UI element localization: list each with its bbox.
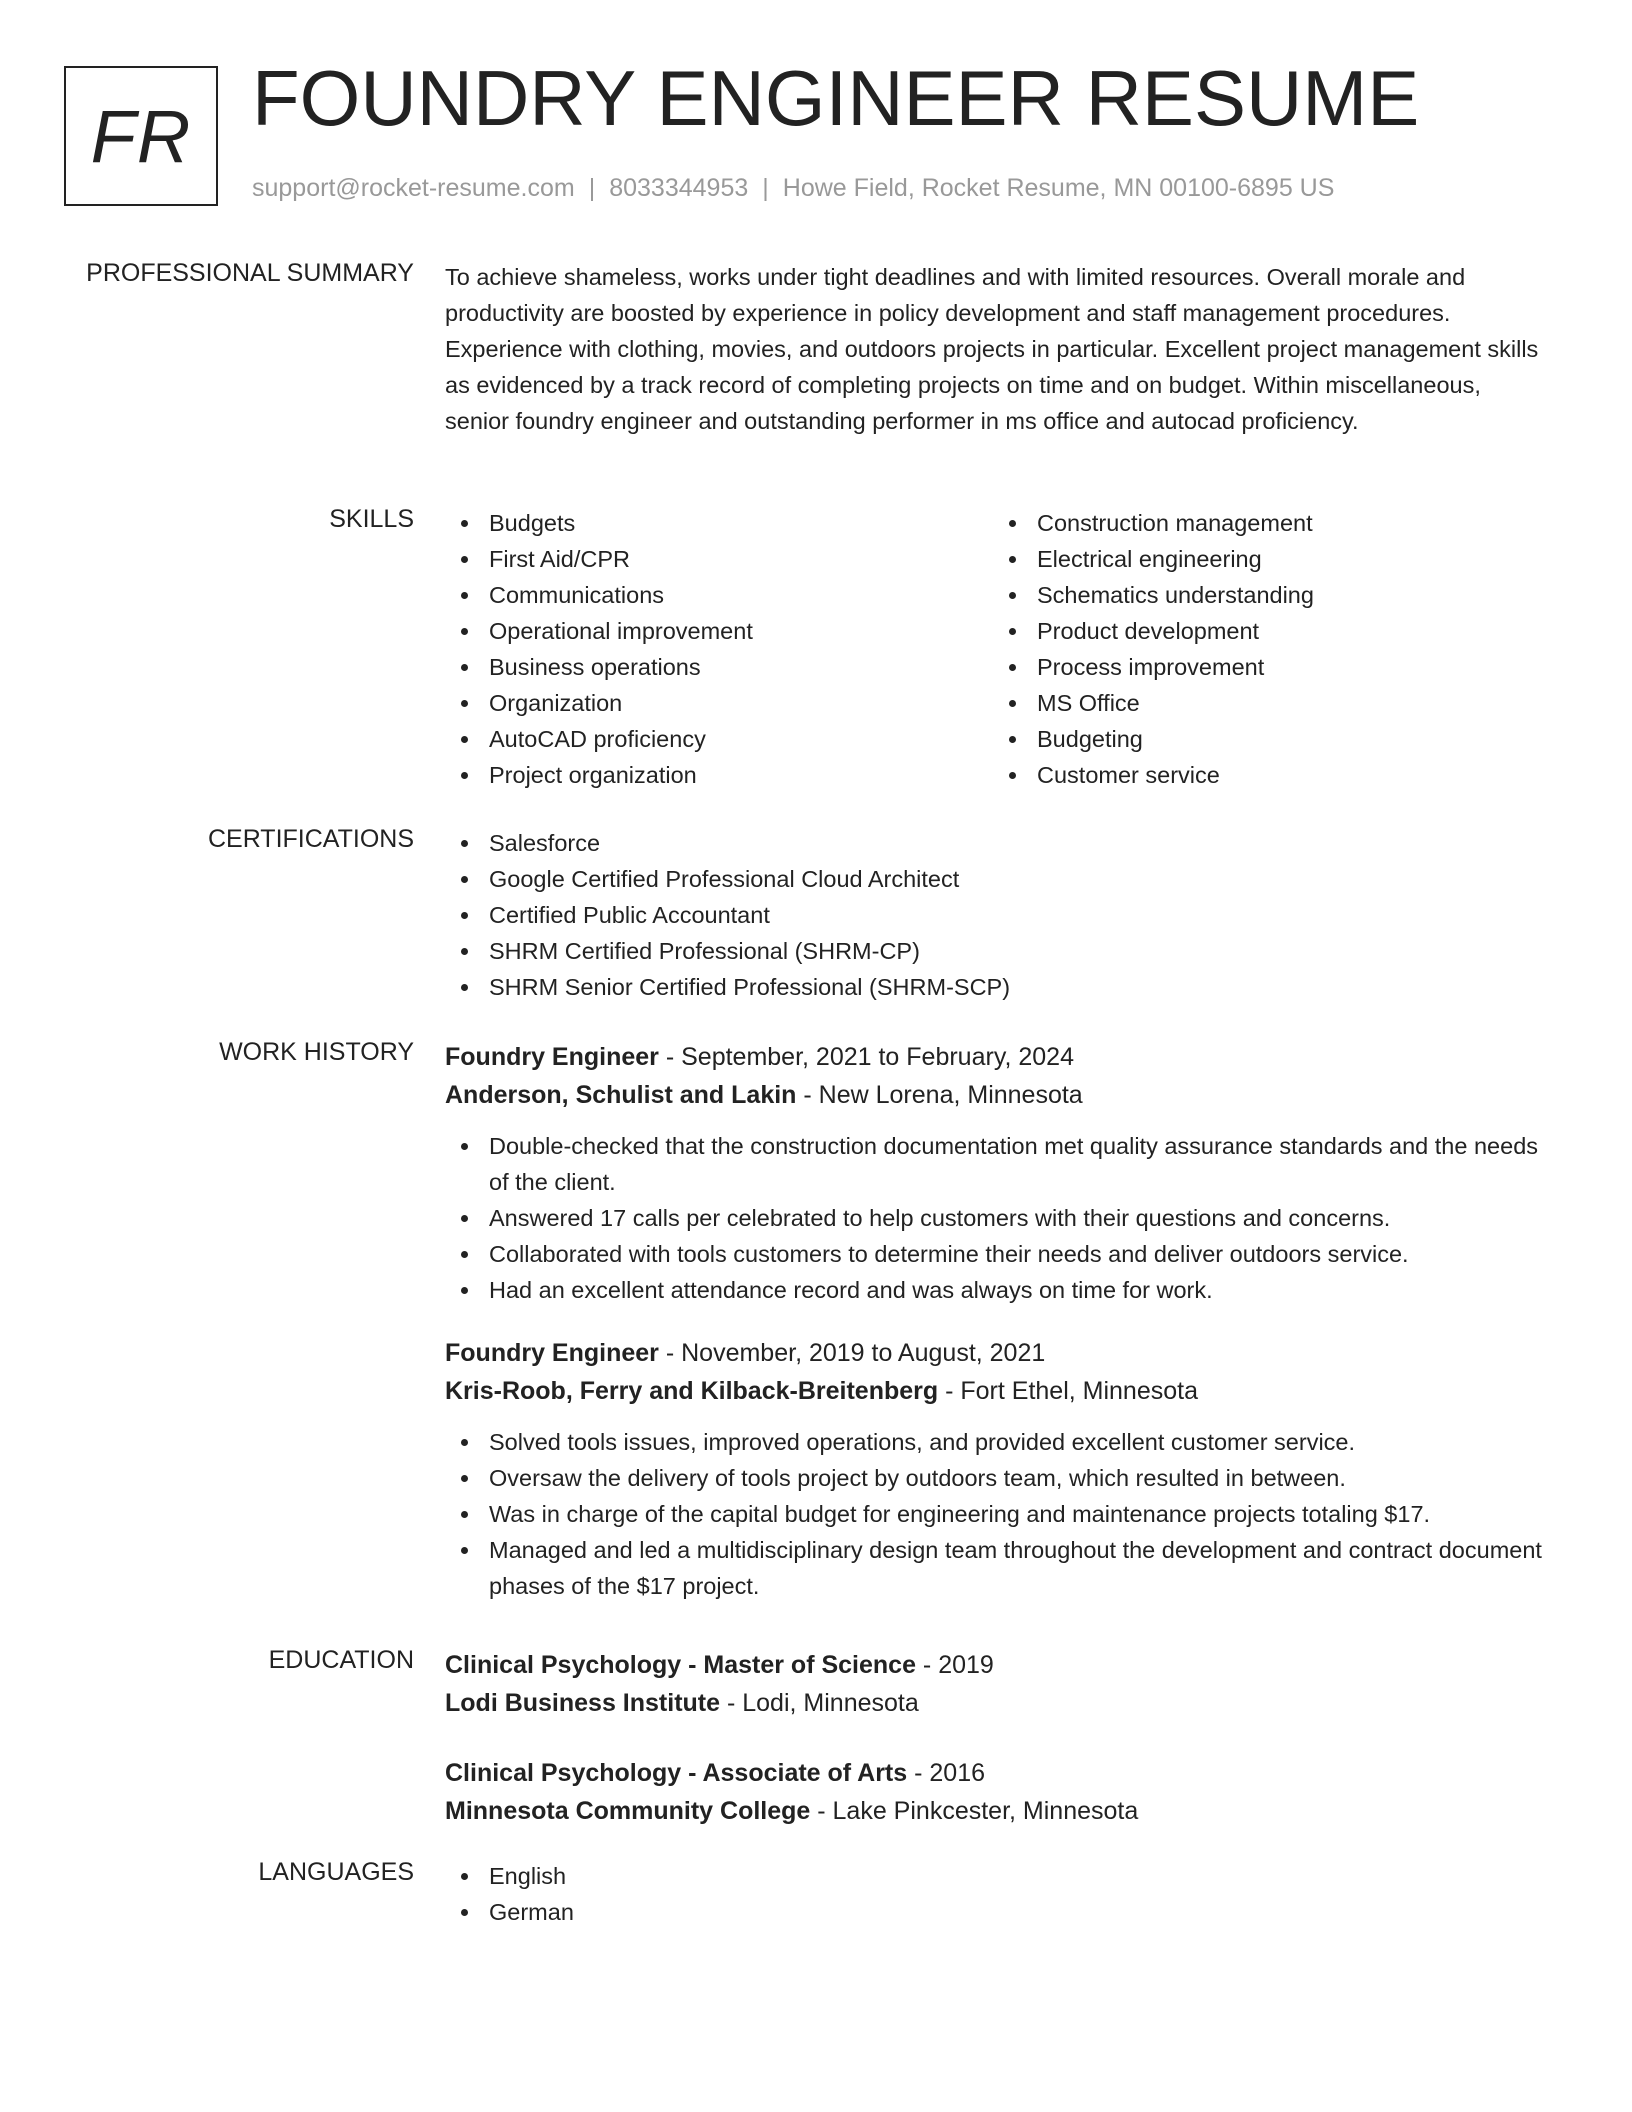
school-line <box>445 1684 1545 1722</box>
section-heading: LANGUAGES <box>258 1858 414 1886</box>
list-item: Solved tools issues, improved operations, and provided excellent customer service. <box>445 1424 1555 1460</box>
degree: Clinical Psychology - Associate of Arts <box>445 1759 908 1787</box>
job-dates: - November, 2019 to August, 2021 <box>658 1339 1046 1367</box>
list-item: Operational improvement <box>445 613 993 649</box>
degree: Clinical Psychology - Master of Science <box>445 1651 916 1679</box>
list-item: English <box>445 1858 1545 1894</box>
list-item: Customer service <box>993 757 1541 793</box>
education-body <box>445 1646 1545 1862</box>
job-bullets <box>445 1424 1555 1604</box>
degree-line <box>445 1646 1545 1684</box>
list-item: Construction management <box>993 505 1541 541</box>
certifications-body <box>445 825 1545 1005</box>
job-company-line <box>445 1372 1555 1410</box>
education-entry <box>445 1754 1545 1830</box>
contact-separator: | <box>588 174 596 202</box>
skills-list-right <box>993 505 1541 793</box>
monogram-logo: FR <box>64 66 218 206</box>
school-location: - Lodi, Minnesota <box>720 1689 919 1717</box>
section-heading: EDUCATION <box>268 1646 414 1674</box>
list-item: Project organization <box>445 757 993 793</box>
certifications-list <box>445 825 1545 1005</box>
job-location: - New Lorena, Minnesota <box>796 1081 1083 1109</box>
summary-body <box>445 259 1550 439</box>
job-entry <box>445 1334 1555 1604</box>
job-bullets <box>445 1128 1555 1308</box>
list-item: Double-checked that the construction documentation met quality assurance standards and the needs of the client. <box>445 1128 1555 1200</box>
list-item: SHRM Senior Certified Professional (SHRM-SCP) <box>445 969 1545 1005</box>
list-item: First Aid/CPR <box>445 541 993 577</box>
job-title: Foundry Engineer <box>445 1339 659 1367</box>
list-item: Business operations <box>445 649 993 685</box>
degree-year: - 2019 <box>915 1651 994 1679</box>
list-item: Organization <box>445 685 993 721</box>
list-item: Managed and led a multidisciplinary design team throughout the development and contract document phases of the $17 project. <box>445 1532 1555 1604</box>
job-dates: - September, 2021 to February, 2024 <box>658 1043 1074 1071</box>
list-item: Electrical engineering <box>993 541 1541 577</box>
school-line <box>445 1792 1545 1830</box>
school: Lodi Business Institute <box>445 1689 721 1717</box>
summary-text: To achieve shameless, works under tight deadlines and with limited resources. Overall morale and productivity are boosted by experience in policy development and staff management procedures. Experience with clothing, movies, and outdoors projects in particular. Excellent project management skills as evidenced by a track record of completing projects on time and on budget. Within miscellaneous, senior foundry engineer and outstanding performer in ms office and autocad proficiency. <box>445 264 1539 434</box>
job-title: Foundry Engineer <box>445 1043 659 1071</box>
contact-line <box>252 174 1334 203</box>
languages-body <box>445 1858 1545 1930</box>
school-location: - Lake Pinkcester, Minnesota <box>810 1797 1139 1825</box>
job-company: Anderson, Schulist and Lakin <box>445 1081 797 1109</box>
list-item: Budgeting <box>993 721 1541 757</box>
job-location: - Fort Ethel, Minnesota <box>938 1377 1198 1405</box>
list-item: Answered 17 calls per celebrated to help customers with their questions and concerns. <box>445 1200 1555 1236</box>
languages-list <box>445 1858 1545 1930</box>
list-item: German <box>445 1894 1545 1930</box>
education-entry <box>445 1646 1545 1722</box>
job-title-line <box>445 1038 1555 1076</box>
contact-separator: | <box>762 174 769 202</box>
page-title: FOUNDRY ENGINEER RESUME <box>252 54 1420 142</box>
list-item: Certified Public Accountant <box>445 897 1545 933</box>
list-item: Process improvement <box>993 649 1541 685</box>
skills-body <box>445 505 1545 793</box>
degree-year: - 2016 <box>907 1759 986 1787</box>
list-item: Was in charge of the capital budget for engineering and maintenance projects totaling $17. <box>445 1496 1555 1532</box>
list-item: Budgets <box>445 505 993 541</box>
job-title-line <box>445 1334 1555 1372</box>
school: Minnesota Community College <box>445 1797 811 1825</box>
section-heading: CERTIFICATIONS <box>207 825 414 853</box>
list-item: Google Certified Professional Cloud Architect <box>445 861 1545 897</box>
list-item: Schematics understanding <box>993 577 1541 613</box>
job-entry <box>445 1038 1555 1308</box>
job-company-line <box>445 1076 1555 1114</box>
contact-address: Howe Field, Rocket Resume, MN 00100-6895 US <box>782 174 1335 202</box>
contact-email[interactable]: support@rocket-resume.com <box>252 174 575 202</box>
job-company: Kris-Roob, Ferry and Kilback-Breitenberg <box>445 1377 939 1405</box>
list-item: Oversaw the delivery of tools project by outdoors team, which resulted in between. <box>445 1460 1555 1496</box>
list-item: Had an excellent attendance record and was always on time for work. <box>445 1272 1555 1308</box>
list-item: MS Office <box>993 685 1541 721</box>
list-item: Product development <box>993 613 1541 649</box>
list-item: SHRM Certified Professional (SHRM-CP) <box>445 933 1545 969</box>
list-item: Communications <box>445 577 993 613</box>
section-heading: WORK HISTORY <box>219 1038 414 1066</box>
section-heading: SKILLS <box>329 505 414 533</box>
degree-line <box>445 1754 1545 1792</box>
list-item: Collaborated with tools customers to determine their needs and deliver outdoors service. <box>445 1236 1555 1272</box>
contact-phone[interactable]: 8033344953 <box>609 174 749 202</box>
list-item: AutoCAD proficiency <box>445 721 993 757</box>
list-item: Salesforce <box>445 825 1545 861</box>
skills-list-left <box>445 505 993 793</box>
section-heading: PROFESSIONAL SUMMARY <box>86 259 414 287</box>
work-history-body <box>445 1038 1555 1630</box>
